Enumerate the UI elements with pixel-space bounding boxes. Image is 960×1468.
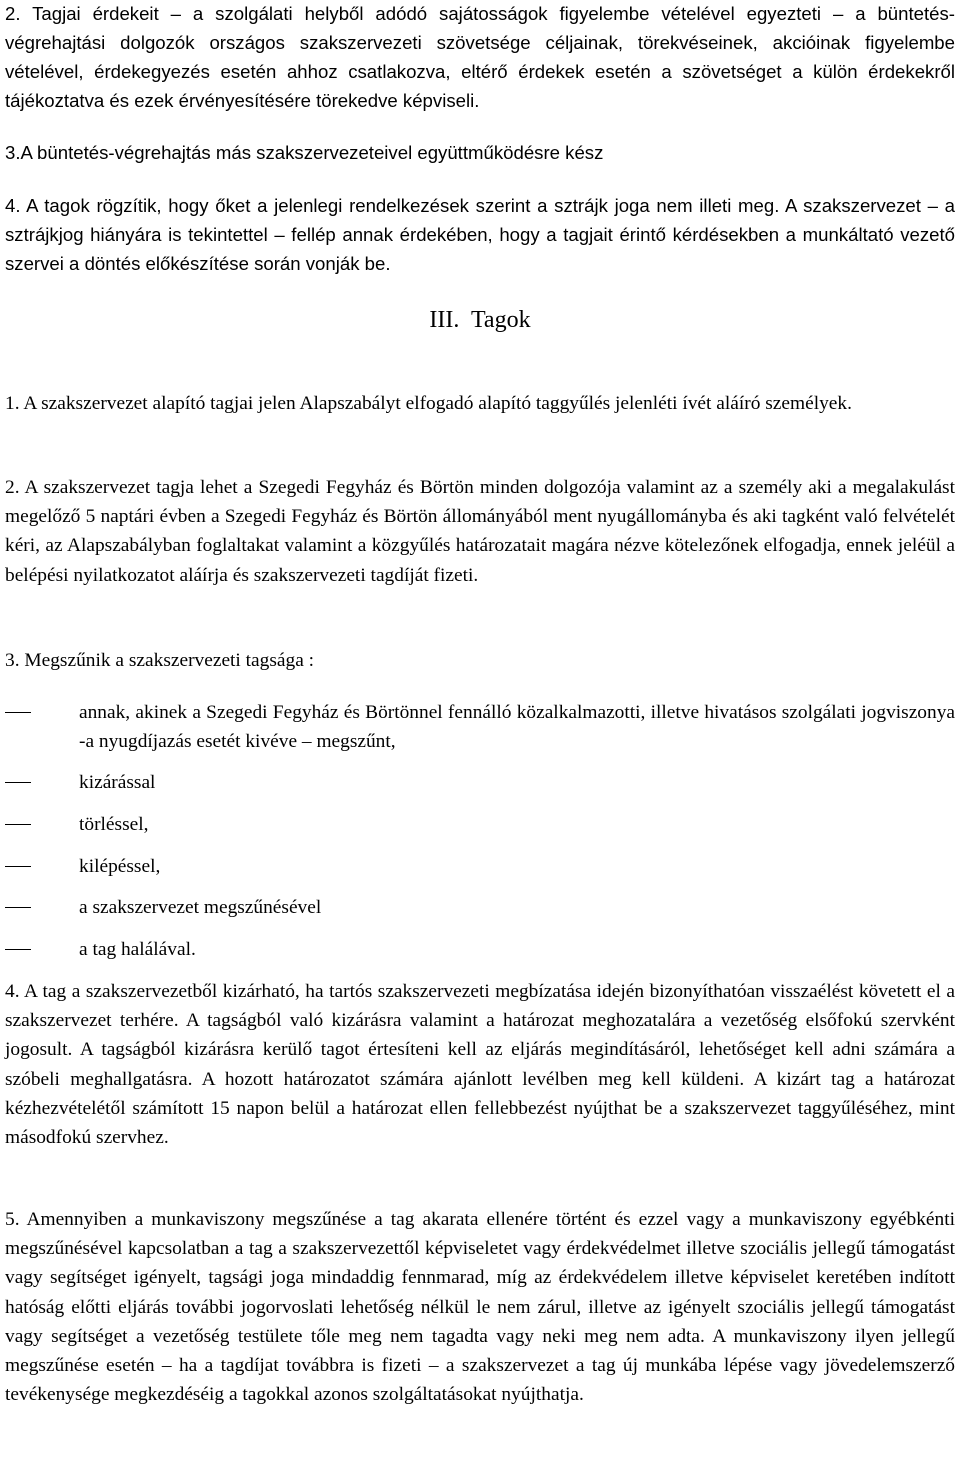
list-item	[5, 935, 955, 965]
list-item-text: törléssel,	[79, 814, 149, 835]
list-item	[5, 810, 955, 840]
dash-bullet-icon	[5, 907, 31, 908]
list-item-text: a szakszervezet megszűnésével	[79, 897, 322, 918]
dash-bullet-icon	[5, 866, 31, 867]
list-item	[5, 852, 955, 882]
section-iii-paragraph-1: 1. A szakszervezet alapító tagjai jelen Alapszabályt elfogadó alapító taggyűlés jelenléti ívét aláíró személyek.	[5, 393, 852, 414]
section-iii-paragraph-5: 5. Amennyiben a munkaviszony megszűnése a tag akarata ellenére történt és ezzel vagy a munkaviszony egyébkénti megszűnésével kapcsolatban a tag a szakszervezettől képviseletet vagy érdekvédelmet illetve szociális jellegű támogatást vagy segítséget igényelt, tagsági joga mindaddig fennmarad, míg az érdekvédelem illetve képviselet keretében indított hatóság előtti eljárás további jogorvoslati lehetőség nélkül le nem zárul, illetve az igényelt szociális jellegű támogatást vagy segítséget a vezetőség testülete tőle meg nem tagadta vagy neki meg nem adta. A munkaviszony ilyen jellegű megszűnése esetén – ha a tagdíjat továbbra is fizeti – a szakszervezet a tag új munkába lépése vagy jövedelemszerző tevékenysége megkezdéséig a tagokkal azonos szolgáltatásokat nyújthatja.	[5, 1209, 955, 1406]
list-item	[5, 893, 955, 923]
dash-bullet-icon	[5, 824, 31, 825]
section-ii-paragraph-3: 3.A büntetés-végrehajtás más szakszervezeteivel együttműködésre kész	[5, 142, 604, 163]
section-iii-paragraph-2: 2. A szakszervezet tagja lehet a Szegedi Fegyház és Börtön minden dolgozója valamint az a személy aki a megalakulást megelőző 5 naptári évben a Szegedi Fegyház és Börtön állományából ment nyugállományba és aki tagként való felvételét kéri, az Alapszabályban foglaltakat valamint a közgyűlés határozatait magára nézve kötelezőnek elfogadja, ennek jeléül a belépési nyilatkozatot aláírja és szakszervezeti tagdíját fizeti.	[5, 477, 955, 586]
list-item	[5, 768, 955, 798]
list-item-text: a tag halálával.	[79, 939, 196, 960]
list-item-text: kilépéssel,	[79, 856, 161, 877]
section-iii-paragraph-4: 4. A tag a szakszervezetből kizárható, ha tartós szakszervezeti megbízatása idején bizonyíthatóan visszaélést követett el a szakszervezet terhére. A tagságból való kizárásra valamint a határozat meghozatalára a vezetőség elsőfokú szervként jogosult. A tagságból kizárásra kerülő tagot értesíteni kell az eljárás megindításáról, lehetőséget kell adni számára a szóbeli meghallgatásra. A hozott határozatot számára ajánlott levélben meg kell küldeni. A kizárt tag a határozat kézhezvételétől számított 15 napon belül a határozat ellen fellebbezést nyújthat be a szakszervezet taggyűléséhez, mint másodfokú szervhez.	[5, 981, 955, 1149]
list-item-text: annak, akinek a Szegedi Fegyház és Börtönnel fennálló közalkalmazotti, illetve hivatásos szolgálati jogviszonya -a nyugdíjazás esetét kivéve – megszűnt,	[79, 702, 955, 753]
section-iii-paragraph-3-intro: 3. Megszűnik a szakszervezeti tagsága :	[5, 650, 315, 671]
list-item-text: kizárással	[79, 772, 156, 793]
dash-bullet-icon	[5, 949, 31, 950]
section-iii-heading: III. Tagok	[429, 307, 531, 333]
list-item	[5, 698, 955, 758]
section-ii-paragraph-2: 2. Tagjai érdekeit – a szolgálati helyből adódó sajátosságok figyelembe vételével egyezteti – a büntetés-végrehajtási dolgozók országos szakszervezeti szövetsége céljainak, törekvéseinek, akcióinak figyelembe vételével, érdekegyezés esetén ahhoz csatlakozva, eltérő érdekek esetén a szövetséget a külön érdekekről tájékoztatva és ezek érvényesítésére törekedve képviseli.	[5, 3, 955, 111]
dash-bullet-icon	[5, 782, 31, 783]
dash-bullet-icon	[5, 712, 31, 713]
section-ii-paragraph-4: 4. A tagok rögzítik, hogy őket a jelenlegi rendelkezések szerint a sztrájk joga nem illeti meg. A szakszervezet – a sztrájkjog hiányára is tekintettel – fellép annak érdekében, hogy a tagjait érintő kérdésekben a munkáltató vezető szervei a döntés előkészítése során vonják be.	[5, 195, 955, 274]
